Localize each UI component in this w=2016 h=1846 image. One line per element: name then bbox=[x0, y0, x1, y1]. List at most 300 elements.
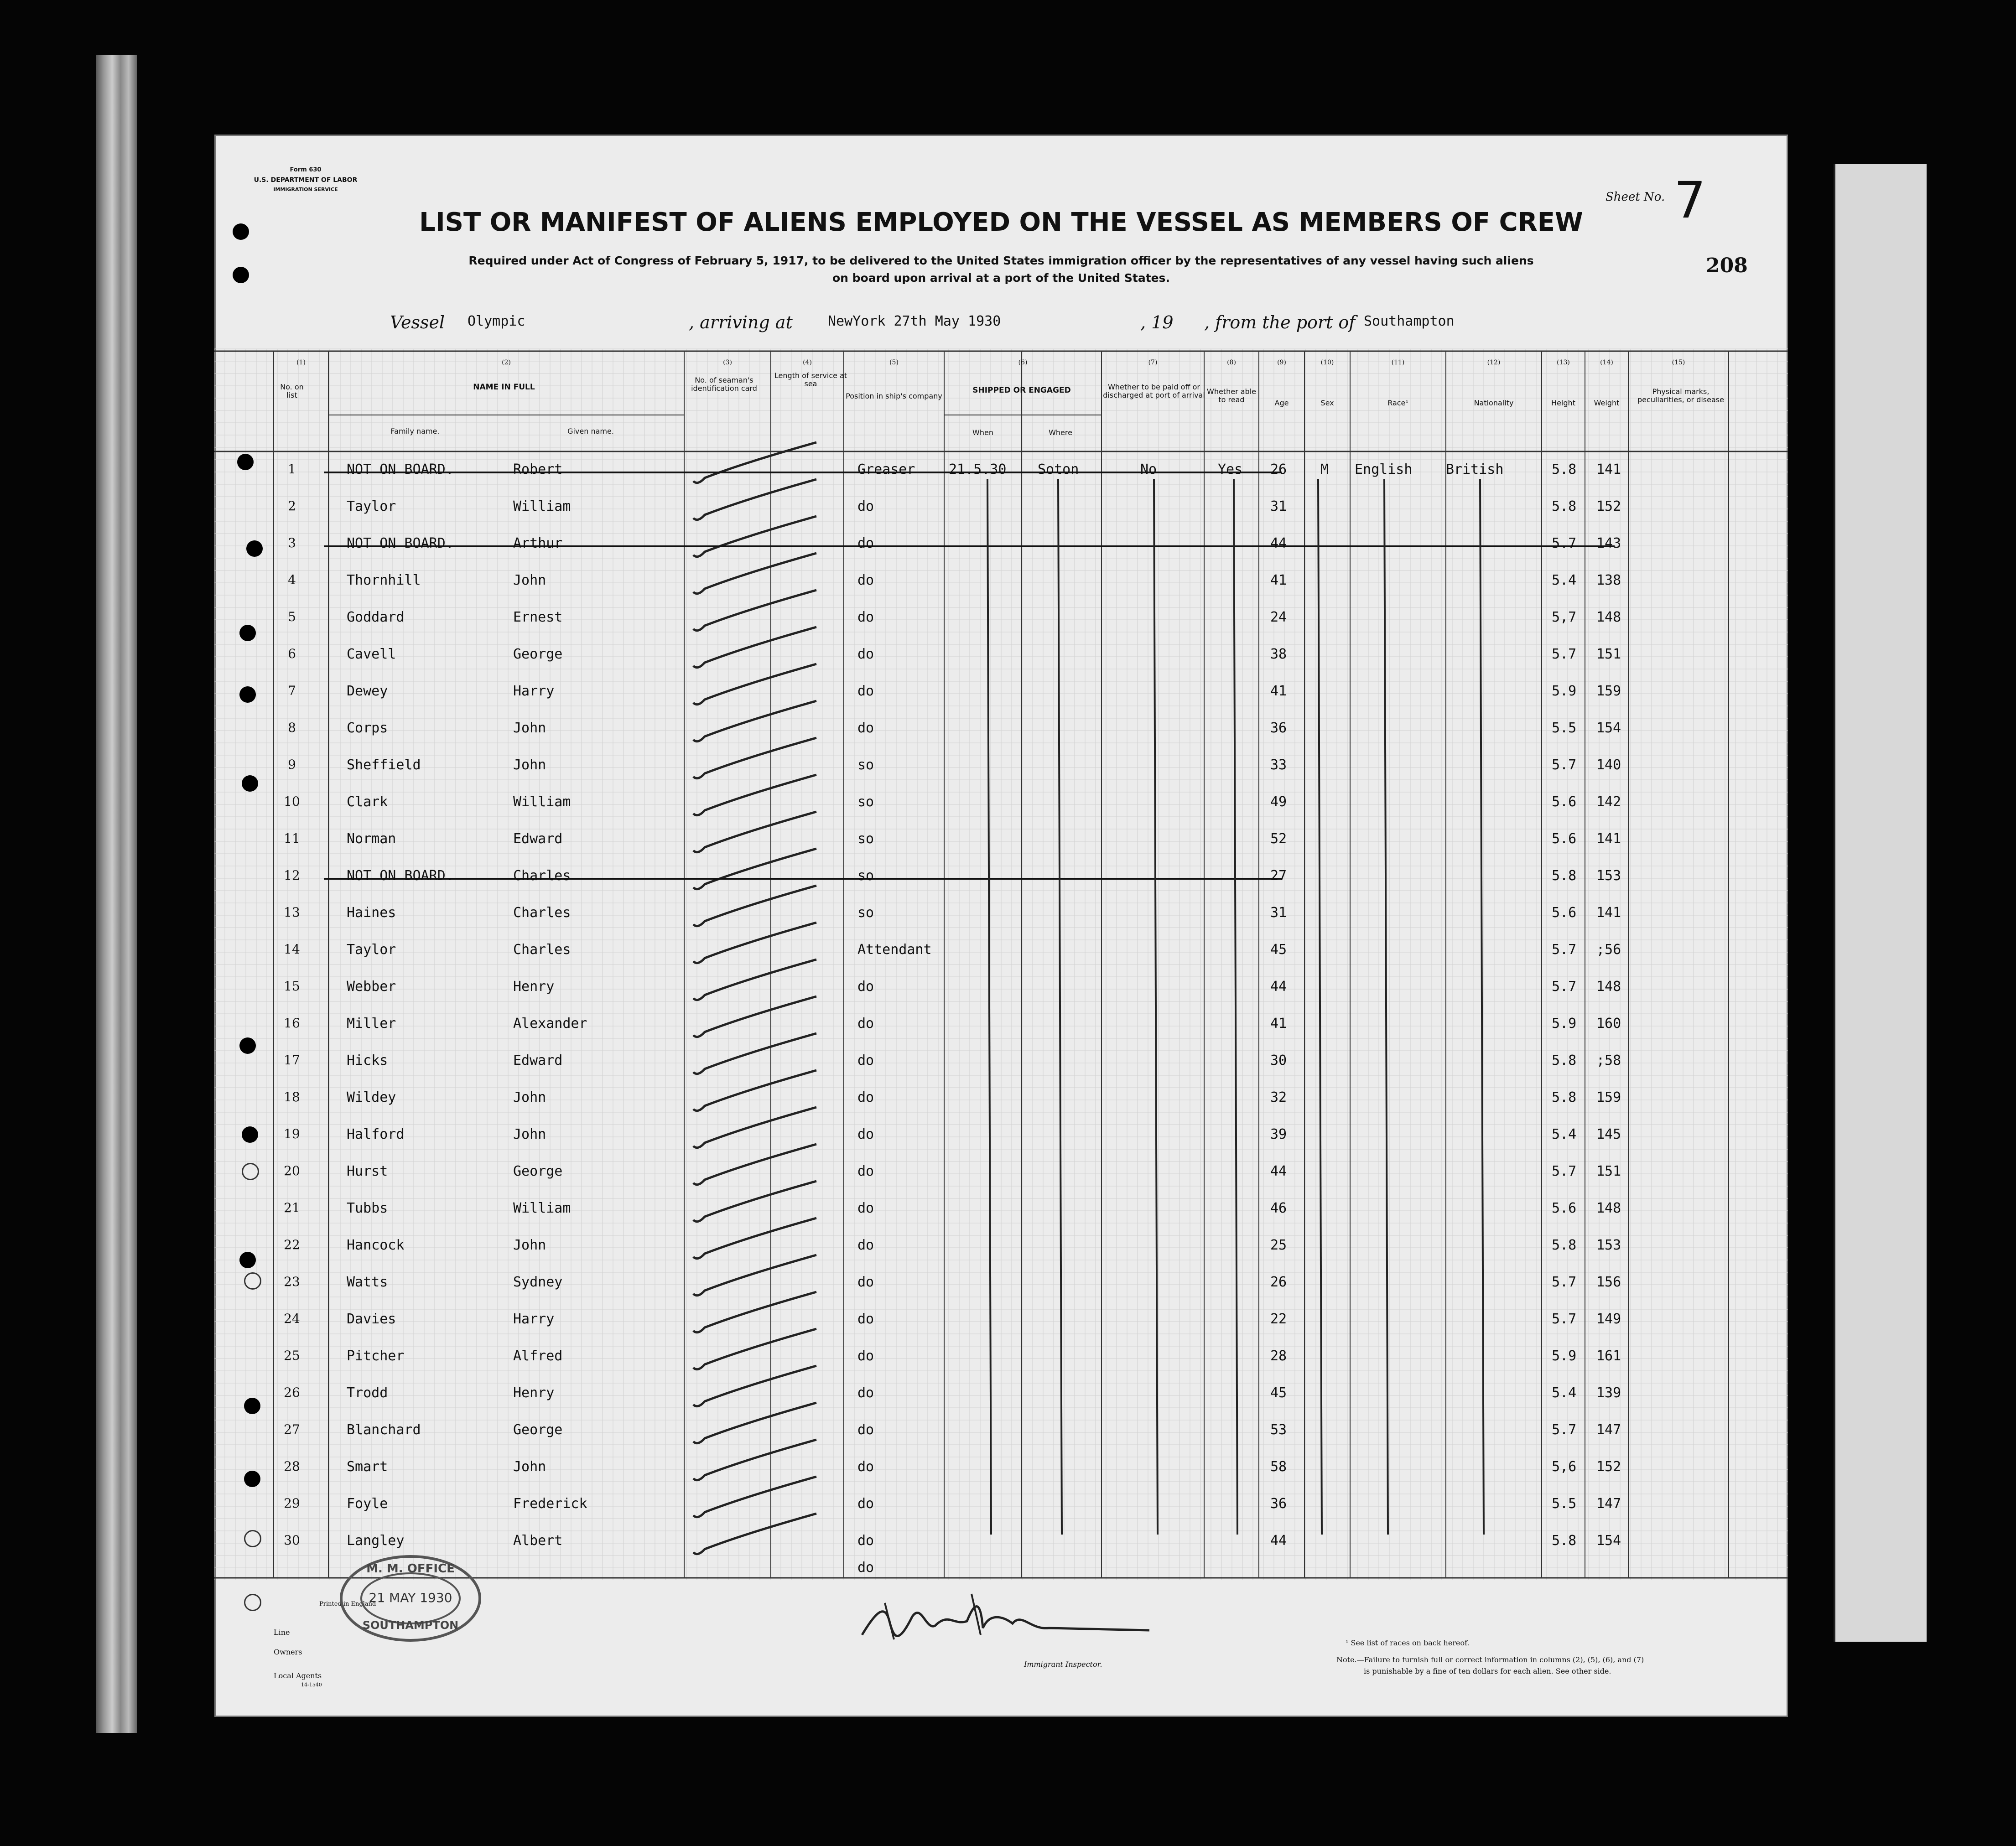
row-number: 27 bbox=[284, 1422, 300, 1437]
col-header-family: Family name. bbox=[390, 427, 440, 436]
row-number: 21 bbox=[284, 1200, 300, 1215]
col-header-id-card: No. of seaman's identification card bbox=[691, 376, 757, 393]
cell-age: 30 bbox=[1270, 1053, 1287, 1068]
row-number: 25 bbox=[284, 1348, 300, 1363]
cell-family: Norman bbox=[347, 831, 396, 847]
cell-position: do bbox=[857, 1385, 874, 1401]
manifest-grid bbox=[214, 135, 1788, 1717]
check-mark bbox=[693, 1292, 816, 1333]
cell-given: Alexander bbox=[513, 1016, 587, 1032]
row-number: 8 bbox=[288, 720, 296, 735]
agents-label: Local Agents bbox=[274, 1671, 322, 1680]
row-number: 26 bbox=[284, 1385, 300, 1400]
column-number-8: (8) bbox=[1227, 359, 1236, 366]
cell-height: 5.8 bbox=[1552, 498, 1577, 514]
row-number: 29 bbox=[284, 1496, 300, 1511]
punch-hole bbox=[239, 1252, 256, 1268]
inspector-signature bbox=[857, 1585, 1154, 1653]
check-mark bbox=[693, 996, 816, 1037]
row-number: 28 bbox=[284, 1459, 300, 1474]
cell-family: Haines bbox=[347, 905, 396, 921]
cell-position: do bbox=[857, 1274, 874, 1290]
cell-position: do bbox=[857, 1496, 874, 1512]
arrival-details: NewYork 27th May 1930 bbox=[828, 313, 1001, 329]
check-mark bbox=[693, 627, 816, 668]
from-port-label: , from the port of bbox=[1204, 312, 1356, 332]
row-number: 19 bbox=[284, 1126, 300, 1141]
cell-weight: 156 bbox=[1596, 1274, 1621, 1290]
cell-family: Clark bbox=[347, 794, 388, 810]
punch-hole bbox=[242, 1126, 258, 1143]
cell-age: 44 bbox=[1270, 979, 1287, 995]
cell-age: 44 bbox=[1270, 535, 1287, 551]
col-header-read: Whether able to read bbox=[1207, 387, 1256, 404]
cell-given: William bbox=[513, 1200, 571, 1216]
race-note: ¹ See list of races on back hereof. bbox=[1346, 1639, 1470, 1647]
cell-weight: 138 bbox=[1596, 572, 1621, 588]
column-number-1: (1) bbox=[296, 359, 306, 366]
cell-weight: 148 bbox=[1596, 979, 1621, 995]
cell-family: Blanchard bbox=[347, 1422, 421, 1438]
form-department: U.S. DEPARTMENT OF LABOR bbox=[254, 176, 358, 184]
cell-family: Taylor bbox=[347, 942, 396, 958]
subtitle-line-2: on board upon arrival at a port of the United States. bbox=[832, 271, 1170, 285]
punch-hole bbox=[244, 1471, 260, 1487]
cell-weight: 148 bbox=[1596, 609, 1621, 625]
cell-age: 41 bbox=[1270, 572, 1287, 588]
check-mark bbox=[693, 738, 816, 778]
column-number-15: (15) bbox=[1672, 359, 1685, 366]
cell-family: Trodd bbox=[347, 1385, 388, 1401]
cell-position: do bbox=[857, 646, 874, 662]
cell-height: 5.8 bbox=[1552, 1533, 1577, 1549]
column-number-7: (7) bbox=[1148, 359, 1158, 366]
cell-family: Miller bbox=[347, 1016, 396, 1032]
cell-given: John bbox=[513, 572, 546, 588]
cell-weight: 141 bbox=[1596, 905, 1621, 921]
cell-age: 26 bbox=[1270, 462, 1287, 477]
column-number-13: (13) bbox=[1557, 359, 1570, 366]
cell-weight: 151 bbox=[1596, 1163, 1621, 1179]
cell-position: do bbox=[857, 1311, 874, 1327]
check-mark bbox=[693, 479, 816, 520]
row-number: 13 bbox=[284, 905, 300, 920]
cell-given: John bbox=[513, 757, 546, 773]
cell-family: Watts bbox=[347, 1274, 388, 1290]
cell-weight: 148 bbox=[1596, 1200, 1621, 1216]
row-number: 30 bbox=[284, 1533, 300, 1548]
cell-given: John bbox=[513, 1237, 546, 1253]
cell-weight: 145 bbox=[1596, 1126, 1621, 1142]
cell-height: 5.4 bbox=[1552, 1385, 1577, 1401]
check-mark bbox=[693, 1403, 816, 1443]
cell-age: 32 bbox=[1270, 1089, 1287, 1105]
row-number: 4 bbox=[288, 572, 296, 587]
cell-given: George bbox=[513, 1163, 563, 1179]
cell-given: Henry bbox=[513, 979, 555, 995]
cell-position: do bbox=[857, 1237, 874, 1253]
cell-weight: 149 bbox=[1596, 1311, 1621, 1327]
col-header-position: Position in ship's company bbox=[846, 392, 942, 400]
col-header-shipped: SHIPPED OR ENGAGED bbox=[972, 386, 1071, 395]
cell-given: Charles bbox=[513, 905, 571, 921]
cell-race: English bbox=[1355, 462, 1413, 477]
cell-age: 31 bbox=[1270, 905, 1287, 921]
punch-hole bbox=[233, 267, 249, 283]
cell-weight: 161 bbox=[1596, 1348, 1621, 1364]
penalty-note-1: Note.—Failure to furnish full or correct information in columns (2), (5), (6), and (7) bbox=[1336, 1655, 1644, 1664]
check-mark bbox=[693, 701, 816, 742]
cell-height: 5.7 bbox=[1552, 979, 1577, 995]
punch-hole bbox=[237, 454, 254, 470]
cell-age: 45 bbox=[1270, 942, 1287, 958]
cell-position: Greaser bbox=[857, 462, 915, 477]
col-header-where: Where bbox=[1049, 428, 1072, 437]
check-mark bbox=[693, 1440, 816, 1480]
cell-given: William bbox=[513, 794, 571, 810]
cell-when: 21.5.30 bbox=[949, 462, 1007, 477]
check-mark bbox=[693, 959, 816, 1000]
row-number: 24 bbox=[284, 1311, 300, 1326]
check-mark bbox=[693, 516, 816, 557]
cell-family: NOT ON BOARD. bbox=[347, 462, 454, 477]
cell-family: Cavell bbox=[347, 646, 396, 662]
cell-given: Edward bbox=[513, 831, 563, 847]
cell-position: do bbox=[857, 572, 874, 588]
cell-weight: 154 bbox=[1596, 720, 1621, 736]
cell-position: do bbox=[857, 683, 874, 699]
cell-given: William bbox=[513, 498, 571, 514]
cell-given: John bbox=[513, 1089, 546, 1105]
cell-position: do bbox=[857, 1200, 874, 1216]
cell-given: Charles bbox=[513, 942, 571, 958]
cell-given: George bbox=[513, 646, 563, 662]
column-number-6: (6) bbox=[1018, 359, 1028, 366]
cell-weight: 147 bbox=[1596, 1496, 1621, 1512]
cell-position: do bbox=[857, 1126, 874, 1142]
cell-position: do bbox=[857, 609, 874, 625]
col-header-physical: Physical marks, peculiarities, or disease bbox=[1637, 387, 1724, 404]
cell-position: so bbox=[857, 757, 874, 773]
cell-weight: 154 bbox=[1596, 1533, 1621, 1549]
cell-age: 45 bbox=[1270, 1385, 1287, 1401]
check-mark bbox=[693, 1107, 816, 1148]
punch-hole bbox=[239, 1037, 256, 1054]
cell-height: 5,7 bbox=[1552, 609, 1577, 625]
check-mark bbox=[693, 590, 816, 631]
row-number: 17 bbox=[284, 1053, 300, 1068]
cell-height: 5.7 bbox=[1552, 1311, 1577, 1327]
check-mark bbox=[693, 1181, 816, 1222]
line-label: Line bbox=[274, 1628, 290, 1637]
cell-height: 5.9 bbox=[1552, 1016, 1577, 1032]
extra-row-position: do bbox=[857, 1560, 874, 1576]
cell-given: Ernest bbox=[513, 609, 563, 625]
cell-sex: M bbox=[1320, 462, 1329, 477]
cell-position: do bbox=[857, 1016, 874, 1032]
row-number: 6 bbox=[288, 646, 296, 661]
cell-age: 44 bbox=[1270, 1533, 1287, 1549]
punch-hole bbox=[244, 1594, 261, 1611]
cell-position: do bbox=[857, 498, 874, 514]
cell-family: Wildey bbox=[347, 1089, 396, 1105]
subtitle-line-1: Required under Act of Congress of February 5, 1917, to be delivered to the United States immigration officer by the representatives of any vessel having such aliens bbox=[468, 254, 1534, 267]
cell-family: Davies bbox=[347, 1311, 396, 1327]
col-header-age: Age bbox=[1274, 399, 1289, 407]
check-mark bbox=[693, 1218, 816, 1259]
cell-age: 25 bbox=[1270, 1237, 1287, 1253]
cell-height: 5.4 bbox=[1552, 572, 1577, 588]
cell-given: Harry bbox=[513, 1311, 555, 1327]
cell-family: Tubbs bbox=[347, 1200, 388, 1216]
arriving-label: , arriving at bbox=[689, 312, 793, 332]
row-number: 10 bbox=[284, 794, 300, 809]
cell-read: Yes bbox=[1218, 462, 1243, 477]
year-label: , 19 bbox=[1140, 312, 1174, 332]
row-number: 14 bbox=[284, 942, 300, 957]
row-number: 7 bbox=[288, 683, 296, 698]
cell-family: NOT ON BOARD. bbox=[347, 868, 454, 884]
cell-height: 5.6 bbox=[1552, 1200, 1577, 1216]
row-number: 20 bbox=[284, 1163, 300, 1178]
check-mark bbox=[693, 1366, 816, 1406]
cell-given: Frederick bbox=[513, 1496, 587, 1512]
cell-age: 46 bbox=[1270, 1200, 1287, 1216]
column-number-11: (11) bbox=[1391, 359, 1405, 366]
cell-weight: 153 bbox=[1596, 868, 1621, 884]
cell-age: 36 bbox=[1270, 1496, 1287, 1512]
cell-position: do bbox=[857, 535, 874, 551]
cell-given: George bbox=[513, 1422, 563, 1438]
cell-height: 5.5 bbox=[1552, 1496, 1577, 1512]
cell-age: 52 bbox=[1270, 831, 1287, 847]
form-number: Form 630 bbox=[290, 166, 322, 173]
col-header-weight: Weight bbox=[1594, 399, 1620, 407]
sheet-label: Sheet No. bbox=[1606, 190, 1665, 204]
cell-given: Sydney bbox=[513, 1274, 563, 1290]
col-header-paid-off: Whether to be paid off or discharged at port of arrival bbox=[1103, 383, 1205, 400]
cell-family: Langley bbox=[347, 1533, 405, 1549]
col-header-name: NAME IN FULL bbox=[473, 383, 535, 392]
cell-age: 28 bbox=[1270, 1348, 1287, 1364]
cell-height: 5.7 bbox=[1552, 535, 1577, 551]
cell-age: 33 bbox=[1270, 757, 1287, 773]
cell-height: 5.9 bbox=[1552, 683, 1577, 699]
cell-given: John bbox=[513, 1459, 546, 1475]
cell-where: Soton bbox=[1038, 462, 1079, 477]
cell-weight: 143 bbox=[1596, 535, 1621, 551]
cell-family: Halford bbox=[347, 1126, 405, 1142]
cell-age: 26 bbox=[1270, 1274, 1287, 1290]
cell-height: 5.7 bbox=[1552, 646, 1577, 662]
column-number-3: (3) bbox=[723, 359, 732, 366]
column-number-10: (10) bbox=[1320, 359, 1334, 366]
row-number: 11 bbox=[284, 831, 300, 846]
cell-height: 5.6 bbox=[1552, 831, 1577, 847]
cell-position: so bbox=[857, 794, 874, 810]
penalty-note-2: is punishable by a fine of ten dollars for each alien. See other side. bbox=[1364, 1667, 1611, 1675]
row-number: 15 bbox=[284, 979, 300, 994]
cell-height: 5.7 bbox=[1552, 757, 1577, 773]
col-header-height: Height bbox=[1551, 399, 1575, 407]
cell-family: Goddard bbox=[347, 609, 405, 625]
cell-family: Dewey bbox=[347, 683, 388, 699]
cell-position: do bbox=[857, 1163, 874, 1179]
cell-height: 5.5 bbox=[1552, 720, 1577, 736]
cell-weight: 140 bbox=[1596, 757, 1621, 773]
form-service: IMMIGRATION SERVICE bbox=[273, 187, 338, 192]
column-number-5: (5) bbox=[889, 359, 899, 366]
cell-given: Charles bbox=[513, 868, 571, 884]
col-header-race: Race¹ bbox=[1387, 399, 1408, 407]
column-number-14: (14) bbox=[1600, 359, 1613, 366]
col-header-sex: Sex bbox=[1320, 399, 1334, 407]
row-number: 22 bbox=[284, 1237, 300, 1252]
check-mark bbox=[693, 442, 816, 483]
cell-given: Harry bbox=[513, 683, 555, 699]
cell-age: 41 bbox=[1270, 1016, 1287, 1032]
cell-age: 24 bbox=[1270, 609, 1287, 625]
cell-position: do bbox=[857, 1348, 874, 1364]
cell-weight: 147 bbox=[1596, 1422, 1621, 1438]
column-number-12: (12) bbox=[1487, 359, 1501, 366]
row-number: 18 bbox=[284, 1089, 300, 1104]
punch-hole bbox=[239, 686, 256, 703]
cell-position: do bbox=[857, 1053, 874, 1068]
binder-page-right bbox=[1834, 164, 1927, 1642]
row-number: 5 bbox=[288, 609, 296, 624]
cell-height: 5.7 bbox=[1552, 942, 1577, 958]
cell-age: 41 bbox=[1270, 683, 1287, 699]
check-mark bbox=[693, 775, 816, 815]
col-header-given: Given name. bbox=[567, 427, 614, 436]
check-mark bbox=[693, 1477, 816, 1517]
col-header-nationality: Nationality bbox=[1474, 399, 1514, 407]
row-number: 9 bbox=[288, 757, 296, 772]
cell-age: 44 bbox=[1270, 1163, 1287, 1179]
cell-age: 38 bbox=[1270, 646, 1287, 662]
binder-pages-left bbox=[96, 55, 137, 1733]
cell-family: Foyle bbox=[347, 1496, 388, 1512]
cell-age: 31 bbox=[1270, 498, 1287, 514]
sheet-stamp-number: 208 bbox=[1706, 254, 1748, 277]
cell-family: Corps bbox=[347, 720, 388, 736]
punch-hole bbox=[244, 1272, 261, 1290]
cell-age: 58 bbox=[1270, 1459, 1287, 1475]
cell-given: Arthur bbox=[513, 535, 563, 551]
cell-position: so bbox=[857, 831, 874, 847]
printed-note: Printed in England bbox=[319, 1601, 376, 1607]
check-mark bbox=[693, 886, 816, 926]
cell-age: 49 bbox=[1270, 794, 1287, 810]
check-mark bbox=[693, 1144, 816, 1185]
punch-hole bbox=[244, 1530, 261, 1547]
column-number-9: (9) bbox=[1277, 359, 1286, 366]
cell-weight: 159 bbox=[1596, 683, 1621, 699]
row-number: 12 bbox=[284, 868, 300, 883]
cell-weight: 153 bbox=[1596, 1237, 1621, 1253]
inspector-label: Immigrant Inspector. bbox=[1024, 1660, 1102, 1669]
cell-given: Robert bbox=[513, 462, 563, 477]
check-mark bbox=[693, 849, 816, 889]
agents-code: 14-1540 bbox=[301, 1682, 322, 1688]
punch-hole bbox=[242, 775, 258, 792]
check-mark bbox=[693, 553, 816, 594]
cell-height: 5.7 bbox=[1552, 1422, 1577, 1438]
punch-hole bbox=[244, 1398, 260, 1414]
cell-height: 5.9 bbox=[1552, 1348, 1577, 1364]
cell-weight: 159 bbox=[1596, 1089, 1621, 1105]
cell-height: 5.8 bbox=[1552, 462, 1577, 477]
stamp-date: 21 MAY 1930 bbox=[369, 1590, 452, 1605]
row-number: 2 bbox=[288, 498, 296, 513]
cell-family: Hicks bbox=[347, 1053, 388, 1068]
cell-height: 5.6 bbox=[1552, 905, 1577, 921]
cell-given: Edward bbox=[513, 1053, 563, 1068]
cell-height: 5.8 bbox=[1552, 1089, 1577, 1105]
cell-weight: ;56 bbox=[1596, 942, 1621, 958]
cell-given: Albert bbox=[513, 1533, 563, 1549]
row-number: 1 bbox=[288, 462, 296, 477]
cell-family: Webber bbox=[347, 979, 396, 995]
col-header-when: When bbox=[972, 428, 993, 437]
check-mark bbox=[693, 664, 816, 705]
row-number: 23 bbox=[284, 1274, 300, 1289]
vessel-name: Olympic bbox=[468, 313, 525, 329]
row-number: 3 bbox=[288, 535, 296, 550]
cell-weight: 141 bbox=[1596, 831, 1621, 847]
cell-height: 5.8 bbox=[1552, 1053, 1577, 1068]
punch-hole bbox=[239, 625, 256, 641]
manifest-sheet bbox=[214, 135, 1788, 1717]
cell-weight: 160 bbox=[1596, 1016, 1621, 1032]
punch-hole bbox=[242, 1163, 259, 1180]
cell-weight: 142 bbox=[1596, 794, 1621, 810]
page-title: LIST OR MANIFEST OF ALIENS EMPLOYED ON THE VESSEL AS MEMBERS OF CREW bbox=[419, 207, 1583, 237]
departure-port: Southampton bbox=[1364, 313, 1455, 329]
cell-family: Sheffield bbox=[347, 757, 421, 773]
punch-hole bbox=[233, 223, 249, 240]
cell-family: Pitcher bbox=[347, 1348, 405, 1364]
cell-family: NOT ON BOARD. bbox=[347, 535, 454, 551]
cell-position: do bbox=[857, 1533, 874, 1549]
cell-position: Attendant bbox=[857, 942, 932, 958]
cell-position: do bbox=[857, 979, 874, 995]
cell-weight: ;58 bbox=[1596, 1053, 1621, 1068]
cell-paid: No bbox=[1140, 462, 1157, 477]
cell-age: 27 bbox=[1270, 868, 1287, 884]
check-mark bbox=[693, 1033, 816, 1074]
cell-age: 36 bbox=[1270, 720, 1287, 736]
cell-height: 5.4 bbox=[1552, 1126, 1577, 1142]
cell-nat: British bbox=[1446, 462, 1504, 477]
cell-position: do bbox=[857, 1422, 874, 1438]
cell-weight: 141 bbox=[1596, 462, 1621, 477]
column-number-2: (2) bbox=[502, 359, 511, 366]
stamp-bottom-text: SOUTHAMPTON bbox=[362, 1619, 459, 1632]
cell-family: Taylor bbox=[347, 498, 396, 514]
cell-weight: 139 bbox=[1596, 1385, 1621, 1401]
cell-family: Hancock bbox=[347, 1237, 405, 1253]
punch-hole bbox=[246, 540, 263, 557]
cell-height: 5.8 bbox=[1552, 1237, 1577, 1253]
col-header-length: Length of service at sea bbox=[774, 371, 847, 389]
cell-family: Hurst bbox=[347, 1163, 388, 1179]
check-mark bbox=[693, 1070, 816, 1111]
row-number: 16 bbox=[284, 1016, 300, 1031]
col-header-no: No. on list bbox=[280, 383, 304, 400]
cell-height: 5.6 bbox=[1552, 794, 1577, 810]
